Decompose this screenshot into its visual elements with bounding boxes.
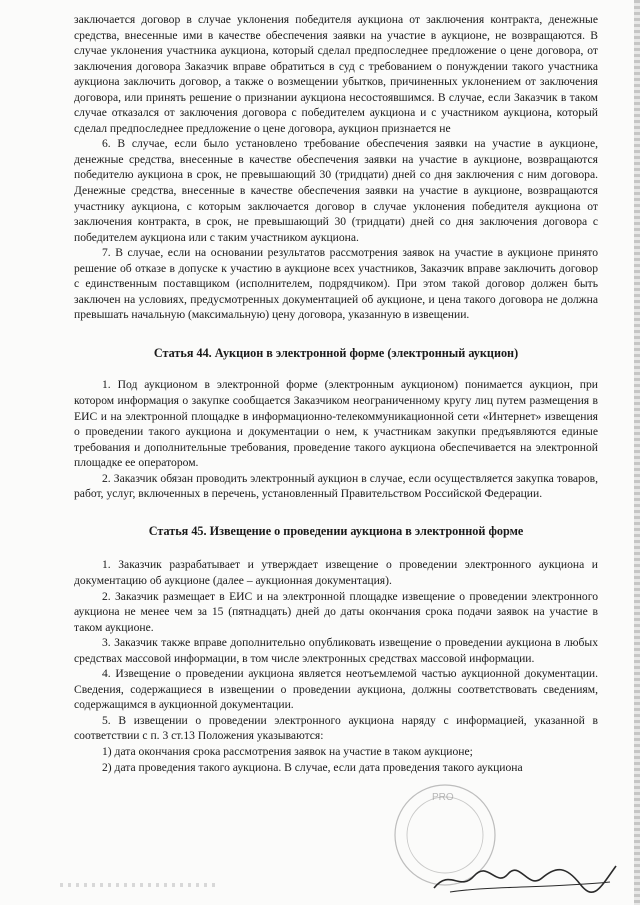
spacer (74, 361, 598, 377)
article-44-title: Статья 44. Аукцион в электронной форме (электронный аукцион) (153, 345, 519, 360)
scan-edge (634, 0, 640, 905)
intro-paragraph: заключается договор в случае уклонения победителя аукциона от заключения контракта, денежные средства, внесенные ими в качестве обеспечения заявки на участие в аукционе, не возвращаются. В случае уклонения участника аукциона, который сделал предпоследнее предложение о цене договора, от заключения договора Заказчик вправе обратиться в суд с требованием о понуждении такого участника аукциона заключить договор, а также о возмещении убытков, причиненных уклонением от заключения договора, или принять решение о признании аукциона несостоявшимся. В случае, если Заказчик в таком случае отказался от заключения договора с победителем аукциона и с участником аукциона, который сделал предпоследнее предложение о цене договора, аукцион признается не (74, 13, 598, 135)
stamp-seal (380, 780, 510, 890)
article-45-paragraph-4: 4. Извещение о проведении аукциона является неотъемлемой частью аукционной документации. Сведения, содержащиеся в извещении о проведении аукциона, должны соответствовать сведениям, содержащимся в аукционной документации. (74, 667, 598, 712)
article-45-paragraph-1: 1. Заказчик разрабатывает и утверждает извещение о проведении электронного аукциона и документацию об аукционе (далее – аукционная документация). (74, 558, 598, 587)
article-45-paragraph-2: 2. Заказчик размещает в ЕИС и на электронной площадке извещение о проведении электронного аукциона не менее чем за 15 (пятнадцать) дней до даты окончания срока подачи заявок на участие в таком аукционе. (74, 589, 598, 634)
spacer (74, 539, 598, 557)
article-45-paragraph-5: 5. В извещении о проведении электронного аукциона наряду с информацией, указанной в соответствии с п. 3 ст.13 Положения указываются: (74, 713, 598, 743)
item-7-paragraph: 7. В случае, если на основании результатов рассмотрения заявок на участие в аукционе принято решение об отказе в допуске к участию в аукционе всех участников, Заказчик вправе заключить договор с единственным поставщиком (исполнителем, подрядчиком). При этом такой договор должен быть заключен на условиях, предусмотренных документацией об аукционе, и цена такого договора не должна превышать начальную (максимальную) цену договора, указанную в извещении. (74, 246, 598, 322)
article-44-paragraph-2: 2. Заказчик обязан проводить электронный аукцион в случае, если осуществляется закупка товаров, работ, услуг, включенных в перечень, установленный Правительством Российской Федерации. (74, 471, 598, 501)
list-item: 1) дата окончания срока рассмотрения заявок на участие в таком аукционе; (102, 744, 473, 758)
article-45-list (74, 744, 598, 775)
item-6-paragraph: 6. В случае, если было установлено требование обеспечения заявки на участие в аукционе, денежные средства, внесенные в качестве обеспечения заявки на участие в аукционе, возвращаются победителю аукциона в срок, не превышающий 30 (тридцати) дней со дня заключения с ним договора. Денежные средства, внесенные в качестве обеспечения заявки на участие в аукционе, возвращаются участнику аукциона, с которым заключается договор в случае уклонения победителя аукциона от заключения контракта, в срок, не превышающий 30 (тридцати) дней со дня заключения договора с победителем аукциона или с таким участником аукциона. (74, 137, 598, 244)
spacer (74, 502, 598, 524)
signature-handwritten (430, 858, 620, 898)
spacer (74, 323, 598, 346)
article-45-paragraph-3: 3. Заказчик также вправе дополнительно опубликовать извещение о проведении аукциона в любых средствах массовой информации, в том числе электронных средствах массовой информации. (74, 636, 598, 665)
list-item: 2) дата проведения такого аукциона. В случае, если дата проведения такого аукциона (102, 760, 523, 774)
scan-noise (60, 883, 220, 887)
document-body (74, 12, 598, 775)
article-45-title: Статья 45. Извещение о проведении аукциона в электронной форме (148, 523, 524, 538)
stamp-text: PRO (432, 792, 454, 803)
article-44-paragraph-1: 1. Под аукционом в электронной форме (электронным аукционом) понимается аукцион, при котором информация о закупке сообщается Заказчиком неограниченному кругу лиц путем размещения в ЕИС и на электронной площадке в информационно-телекоммуникационной сети «Интернет» извещения о проведении такого аукциона и документации о нем, к участникам закупки предъявляются единые требования и дополнительные требования, проведение такого аукциона обеспечивается на электронной площадке ее оператором. (74, 378, 598, 470)
